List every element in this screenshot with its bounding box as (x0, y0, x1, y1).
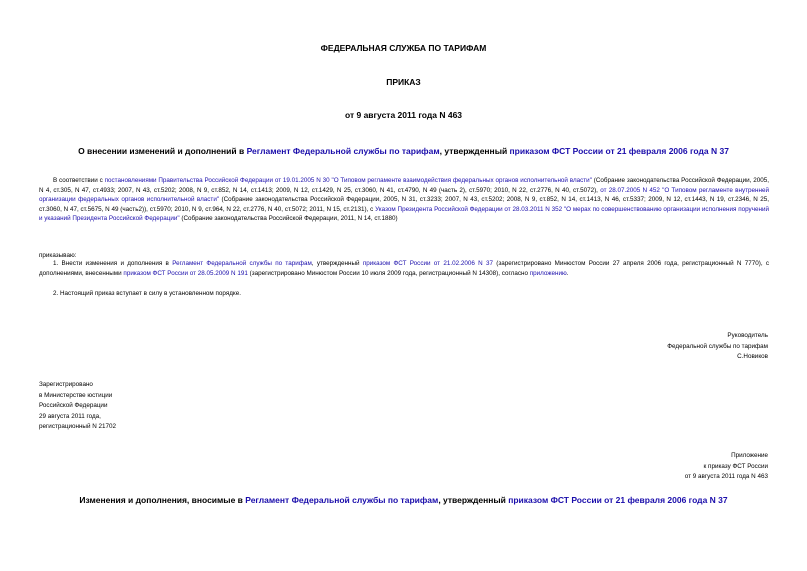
document-type: ПРИКАЗ (386, 77, 421, 87)
signature-block (667, 331, 768, 363)
preamble-paragraph (39, 176, 769, 224)
preamble-text-2: (Собрание законодательства Российской Федерации, 2005, N 4, ст.305, N 47, ст.4933; 2007, N 43, ст.5202; 2008, N 9, ст.852, N 14, ст.1413; 2009, N 12, ст.1429, N 25, ст.3060, N 41, ст.4790, N 49 (часть 2), ст.5970; 2010, N 22, ст.2776, N 40, ст.5072), (39, 177, 770, 194)
item1-text-3: (зарегистрировано Минюстом России 27 апреля 2006 года, регистрационный N 7770), с дополнениями, внесенными (39, 260, 770, 277)
appendix-title-text-2: , утвержденный (438, 495, 509, 505)
registration-line-5: регистрационный N 21702 (39, 423, 117, 430)
preamble-text-4: (Собрание законодательства Российской Федерации, 2011, N 14, ст.1880) (179, 215, 398, 223)
appendix-ref: к приказу ФСТ России (703, 462, 768, 470)
link-government-resolution-30[interactable]: постановлениями Правительства Российской Федерации от 19.01.2005 N 30 "О Типовом регламенте взаимодействия федеральных органов исполнительной власти" (104, 177, 592, 184)
signature-name: С.Новиков (737, 353, 768, 360)
title-text-2: , утвержденный (439, 146, 510, 156)
item1-text-4: (зарегистрировано Минюстом России 10 июля 2009 года, регистрационный N 14308), согласно (247, 269, 530, 277)
appendix-title-link-reglament[interactable]: Регламент Федеральной службы по тарифам (245, 495, 439, 505)
link-resolution-452[interactable]: от 28.07.2005 N 452 "О Типовом регламенте внутренней организации федеральных органов исполнительной власти" (39, 186, 769, 204)
appendix-label: Приложение (731, 452, 768, 459)
item2-text: 2. Настоящий приказ вступает в силу в установленном порядке. (53, 290, 242, 297)
title-link-reglament[interactable]: Регламент Федеральной службы по тарифам (246, 146, 440, 156)
link-order-37[interactable]: приказом ФСТ России от 21.02.2006 N 37 (362, 260, 493, 267)
title-link-order[interactable]: приказом ФСТ России от 21 февраля 2006 года N 37 (509, 146, 729, 156)
appendix-title-text-1: Изменения и дополнения, вносимые в (79, 495, 246, 505)
preamble-text-1: В соответствии с (53, 177, 105, 184)
appendix-header (685, 451, 768, 483)
registration-line-4: 29 августа 2011 года, (39, 412, 101, 420)
link-appendix[interactable]: приложению (529, 269, 567, 277)
item-2-paragraph (39, 289, 769, 299)
registration-block (39, 380, 116, 433)
item1-text-5: . (566, 269, 569, 277)
prikazyvayu-label: приказываю: (39, 252, 77, 259)
preamble-text-3: (Собрание законодательства Российской Федерации, 2005, N 31, ст.3233; 2007, N 43, ст.5202; 2008, N 9, ст.852, N 14, ст.1413, N 46, ст.5337; 2009, N 12, ст.1443, N 19, ст.2346, N 25, ст.3060, N 47, ст.5675, N 49 (часть2)), ст.5970; 2010, N 9, ст.964, N 22, ст.2776, N 40, ст.5072; 2011, N 15, ст.2131), с (39, 196, 770, 213)
appendix-title (0, 495, 807, 505)
link-order-191[interactable]: приказом ФСТ России от 28.05.2009 N 191 (123, 269, 248, 277)
appendix-date: от 9 августа 2011 года N 463 (684, 473, 768, 480)
link-reglament[interactable]: Регламент Федеральной службы по тарифам (172, 260, 312, 267)
item1-text-2: , утвержденный (311, 260, 363, 267)
registration-line-1: Зарегистрировано (39, 381, 93, 388)
item1-text-1: 1. Внести изменения и дополнения в (53, 260, 173, 267)
document-title (0, 146, 807, 156)
link-presidential-decree-352[interactable]: Указом Президента Российской Федерации от 28.03.2011 N 352 "О мерах по совершенствованию организации исполнения поручений и указаний Президента Российской Федерации" (39, 205, 769, 223)
appendix-title-link-order[interactable]: приказом ФСТ России от 21 февраля 2006 года N 37 (508, 495, 728, 505)
document-date-number: от 9 августа 2011 года N 463 (344, 110, 463, 120)
registration-line-2: в Министерстве юстиции (39, 391, 113, 399)
registration-line-3: Российской Федерации (39, 402, 108, 409)
title-text-1: О внесении изменений и дополнений в (78, 146, 247, 156)
item-1-paragraph (39, 259, 769, 278)
agency-heading: ФЕДЕРАЛЬНАЯ СЛУЖБА ПО ТАРИФАМ (320, 43, 487, 53)
signature-agency: Федеральной службы по тарифам (667, 342, 768, 350)
signature-title: Руководитель (727, 332, 768, 339)
